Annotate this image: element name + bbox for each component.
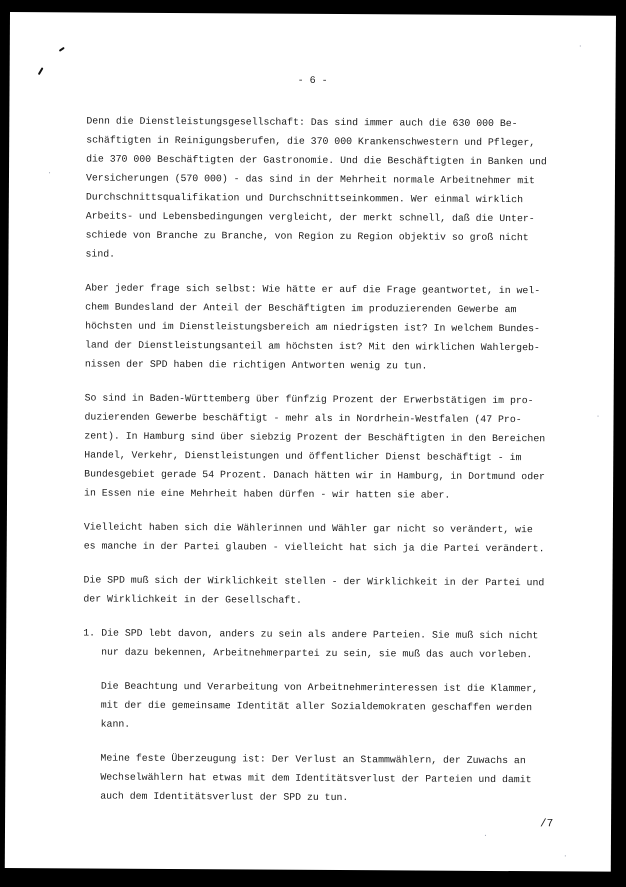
text-line: nur dazu bekennen, Arbeitnehmerpartei zu sein, sie muß das auch vorleben. bbox=[101, 646, 533, 661]
text-line: Arbeits- und Lebensbedingungen vergleicht, der merkt schnell, daß die Unter- bbox=[85, 210, 535, 225]
text-line: kann. bbox=[100, 718, 131, 730]
text-line: land der Dienstleistungsanteil am höchsten ist? Mit den wirklichen Wahlergeb- bbox=[84, 339, 540, 354]
text-line: nissen der SPD haben die richtigen Antworten wenig zu tun. bbox=[84, 358, 428, 372]
pen-mark bbox=[38, 67, 44, 75]
paragraph-3 bbox=[84, 388, 605, 505]
text-line: Aber jeder frage sich selbst: Wie hätte er auf die Frage geantwortet, in wel- bbox=[85, 282, 541, 297]
list-sub-paragraph-2 bbox=[82, 748, 602, 808]
paragraph-5 bbox=[83, 570, 603, 611]
text-line: der Wirklichkeit in der Gesellschaft. bbox=[83, 593, 303, 606]
list-sub-paragraph-1 bbox=[83, 676, 603, 736]
text-line: mit der die gemeinsame Identität aller Sozialdemokraten geschaffen werden bbox=[100, 699, 533, 714]
text-line: So sind in Baden-Württemberg über fünfzig Prozent der Erwerbstätigen im pro- bbox=[84, 392, 534, 407]
scan-speck bbox=[598, 416, 599, 417]
text-line: die 370 000 Beschäftigten der Gastronomie. Und die Beschäftigten in Banken und bbox=[86, 153, 547, 168]
text-line: Bundesgebiet gerade 54 Prozent. Danach hätten wir in Hamburg, in Dortmund oder bbox=[84, 468, 545, 483]
scan-speck bbox=[485, 835, 486, 836]
text-line: schiede von Branche zu Branche, von Region zu Region objektiv so groß nicht bbox=[85, 229, 529, 244]
numbered-list-item bbox=[83, 623, 603, 664]
paragraph-4 bbox=[84, 517, 604, 558]
document-body bbox=[82, 111, 606, 823]
text-line: Die SPD muß sich der Wirklichkeit stellen - der Wirklichkeit in der Partei und bbox=[83, 574, 545, 589]
text-line: Die Beachtung und Verarbeitung von Arbeitnehmerinteressen ist die Klammer, bbox=[100, 680, 539, 695]
text-line: schäftigten in Reinigungsberufen, die 370 000 Krankenschwestern und Pfleger, bbox=[86, 134, 536, 149]
text-line: Denn die Dienstleistungsgesellschaft: Das sind immer auch die 630 000 Be- bbox=[86, 115, 518, 130]
paragraph-2 bbox=[85, 278, 606, 376]
text-line: Handel, Verkehr, Dienstleistungen und öffentlicher Dienst beschäftigt - im bbox=[84, 449, 522, 464]
text-line: auch dem Identitätsverlust der SPD zu tun. bbox=[100, 790, 349, 804]
text-line: chem Bundesland der Anteil der Beschäftigten im produzierenden Gewerbe am bbox=[85, 301, 517, 316]
pen-mark bbox=[59, 47, 65, 52]
text-line: Meine feste Überzeugung ist: Der Verlust an Stammwählern, der Zuwachs an bbox=[100, 752, 526, 767]
scanned-page bbox=[5, 12, 616, 872]
text-line: höchsten und im Dienstleistungsbereich am niedrigsten ist? In welchem Bundes- bbox=[85, 320, 540, 335]
list-number: 1. bbox=[83, 627, 96, 639]
text-line: es manche in der Partei glauben - vielleicht hat sich ja die Partei verändert. bbox=[83, 540, 545, 555]
text-line: Wechselwählern hat etwas mit dem Identitätsverlust der Parteien und damit bbox=[100, 771, 532, 786]
scan-speck bbox=[49, 172, 50, 173]
text-line: duzierenden Gewerbe beschäftigt - mehr als in Nordrhein-Westfalen (47 Pro- bbox=[84, 411, 522, 426]
page-number: - 6 - bbox=[297, 75, 328, 87]
text-line: Die SPD lebt davon, anders zu sein als andere Parteien. Sie muß sich nicht bbox=[101, 627, 539, 642]
text-line: zent). In Hamburg sind über siebzig Prozent der Beschäftigten in den Bereichen bbox=[84, 430, 546, 445]
text-line: in Essen nie eine Mehrheit haben dürfen - wir hatten sie aber. bbox=[84, 487, 451, 501]
text-line: Vielleicht haben sich die Wählerinnen und Wähler gar nicht so verändert, wie bbox=[83, 521, 533, 536]
paragraph-1 bbox=[85, 111, 606, 266]
scan-speck bbox=[565, 855, 566, 856]
text-line: Durchschnittsqualifikation und Durchschnittseinkommen. Wer einmal wirklich bbox=[85, 191, 524, 206]
text-line: sind. bbox=[85, 248, 116, 260]
text-line: Versicherungen (570 000) - das sind in der Mehrheit normale Arbeitnehmer mit bbox=[85, 172, 535, 187]
scan-speck bbox=[580, 45, 581, 46]
continuation-marker: /7 bbox=[540, 818, 554, 831]
